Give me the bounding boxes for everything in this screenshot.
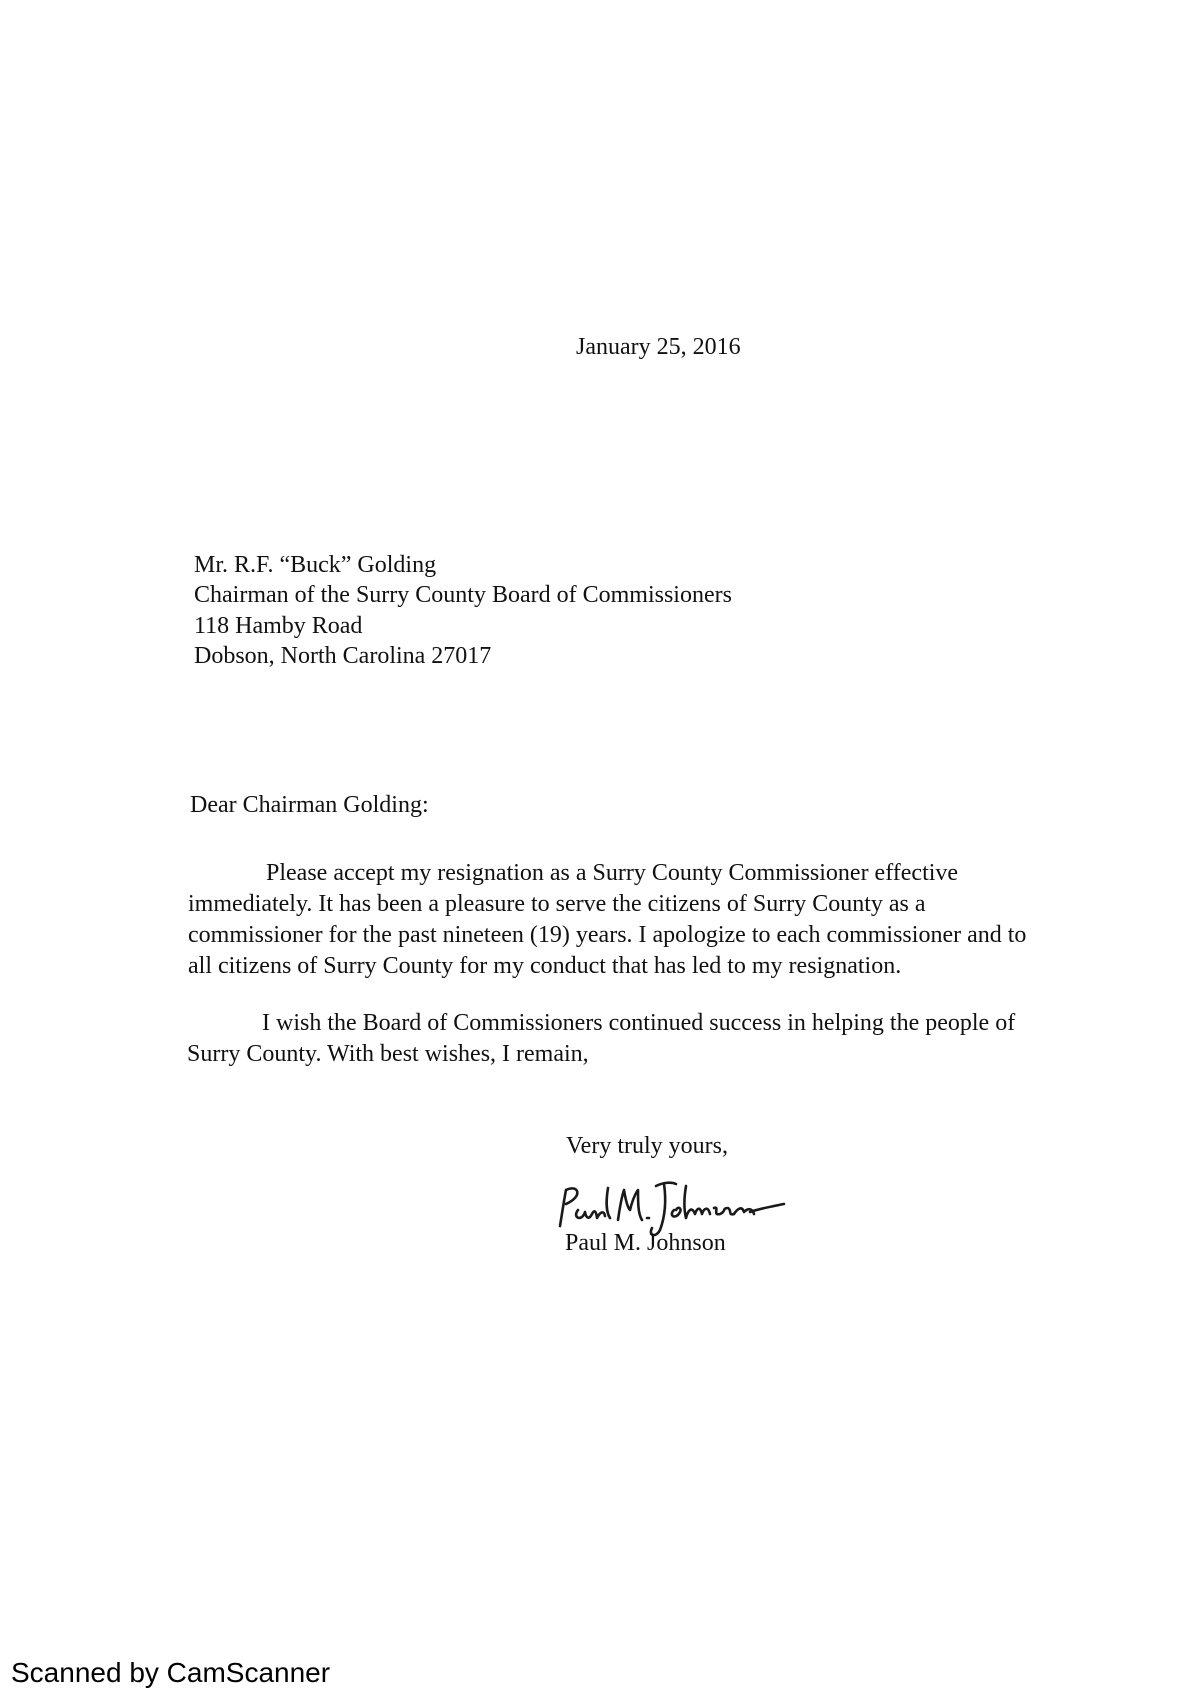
recipient-title: Chairman of the Surry County Board of Commissioners [194, 582, 732, 608]
recipient-city-state-zip: Dobson, North Carolina 27017 [194, 643, 492, 669]
printed-name: Paul M. Johnson [565, 1230, 726, 1256]
paragraph-1 [188, 858, 1026, 982]
paragraph-2 [187, 1008, 1015, 1070]
scanner-footer-label: Scanned by CamScanner [11, 1657, 331, 1688]
paragraph-line: I wish the Board of Commissioners continued success in helping the people of [262, 1010, 1016, 1036]
paragraph-line: Surry County. With best wishes, I remain, [187, 1041, 589, 1067]
recipient-street: 118 Hamby Road [194, 613, 363, 639]
paragraph-line: immediately. It has been a pleasure to serve the citizens of Surry County as a [188, 891, 926, 917]
salutation: Dear Chairman Golding: [190, 792, 429, 818]
paragraph-line: commissioner for the past nineteen (19) years. I apologize to each commissioner and to [188, 922, 1027, 948]
closing: Very truly yours, [566, 1133, 728, 1159]
letter-date: January 25, 2016 [576, 334, 741, 360]
recipient-name: Mr. R.F. “Buck” Golding [194, 552, 437, 578]
paragraph-line: all citizens of Surry County for my conduct that has led to my resignation. [188, 953, 902, 979]
paragraph-line: Please accept my resignation as a Surry County Commissioner effective [266, 860, 959, 886]
